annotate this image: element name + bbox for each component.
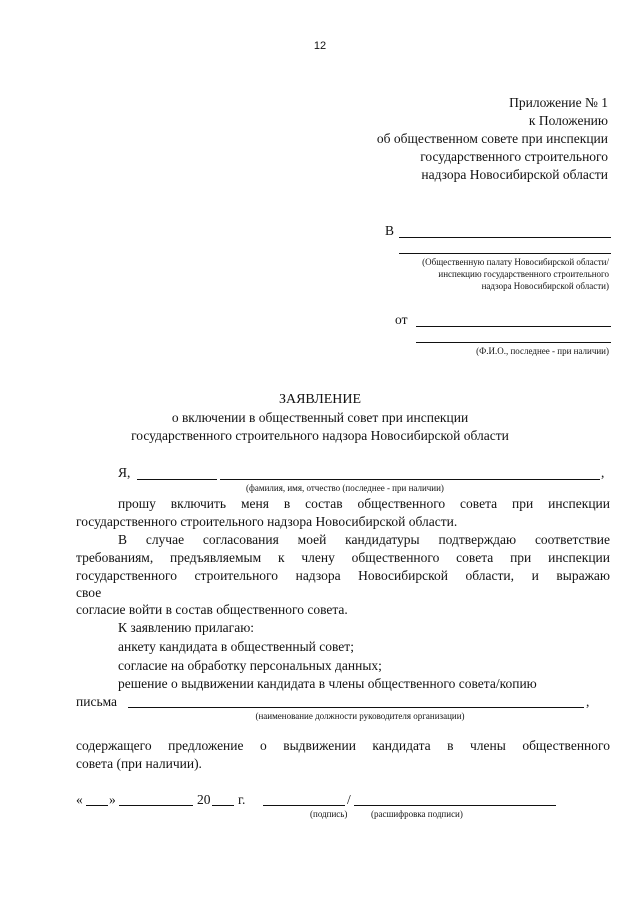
- date-year-suffix: г.: [238, 792, 246, 807]
- paragraph-line: В случае согласования моей кандидатуры подтверждаю соответствие: [118, 532, 610, 547]
- document-subtitle-line: государственного строительного надзора Новосибирской области: [131, 428, 509, 443]
- date-quote-open: «: [76, 792, 83, 807]
- from-prefix: от: [395, 312, 408, 327]
- date-day-field[interactable]: [86, 805, 108, 806]
- page-number: 12: [313, 40, 327, 52]
- signature-decode-note: (расшифровка подписи): [371, 809, 463, 819]
- attachments-heading: К заявлению прилагаю:: [118, 620, 255, 635]
- letter-trailing-comma: ,: [586, 694, 590, 709]
- paragraph-line: государственного строительного надзора Новосибирской области, и выражаю: [76, 568, 610, 583]
- signature-field[interactable]: [263, 805, 345, 806]
- fio-trailing-comma: ,: [601, 465, 605, 480]
- appendix-line: Приложение № 1: [509, 95, 608, 110]
- to-field-line-2[interactable]: [399, 253, 611, 254]
- to-field-note: (Общественную палату Новосибирской области/ инспекцию государственного строительного надзора Новосибирской области): [422, 257, 609, 291]
- organization-head-field-note: (наименование должности руководителя организации): [255, 711, 465, 721]
- to-prefix: В: [385, 223, 395, 238]
- fio-field-line[interactable]: [220, 479, 600, 480]
- paragraph-line: совета (при наличии).: [76, 756, 202, 771]
- paragraph-line: согласие войти в состав общественного совета.: [76, 602, 348, 617]
- i-prefix: Я,: [118, 465, 131, 480]
- paragraph-line: государственного строительного надзора Новосибирской области.: [76, 514, 458, 529]
- attachment-item: решение о выдвижении кандидата в члены общественного совета/копию: [118, 676, 537, 691]
- letter-prefix: письма: [76, 694, 118, 709]
- date-year-field[interactable]: [212, 805, 234, 806]
- fio-field-line-short[interactable]: [137, 479, 217, 480]
- appendix-header: [328, 94, 608, 184]
- to-field-line[interactable]: [399, 237, 611, 238]
- organization-head-field-line[interactable]: [128, 707, 584, 708]
- fio-field-note: (фамилия, имя, отчество (последнее - при наличии): [246, 483, 444, 493]
- appendix-line: к Положению: [528, 113, 608, 128]
- date-month-field[interactable]: [119, 805, 193, 806]
- date-quote-close: »: [109, 792, 116, 807]
- attachment-item: согласие на обработку персональных данных;: [118, 658, 382, 673]
- signature-slash: /: [347, 792, 351, 807]
- paragraph-line: требованиям, предъявляемым к члену общественного совета при инспекции: [76, 550, 610, 565]
- from-field-line-2[interactable]: [416, 342, 611, 343]
- document-title: ЗАЯВЛЕНИЕ: [278, 392, 362, 407]
- appendix-line: государственного строительного: [420, 149, 608, 164]
- paragraph-line: прошу включить меня в состав общественного совета при инспекции: [118, 496, 610, 511]
- date-year-prefix: 20: [197, 792, 211, 807]
- attachment-item: анкету кандидата в общественный совет;: [118, 639, 354, 654]
- paragraph-line: свое: [76, 585, 102, 600]
- appendix-line: об общественном совете при инспекции: [376, 131, 608, 146]
- signature-decode-field[interactable]: [354, 805, 556, 806]
- from-field-note: (Ф.И.О., последнее - при наличии): [476, 346, 609, 356]
- document-subtitle-line: о включении в общественный совет при инспекции: [171, 410, 469, 425]
- appendix-line: надзора Новосибирской области: [421, 167, 608, 182]
- signature-note: (подпись): [310, 809, 348, 819]
- paragraph-line: содержащего предложение о выдвижении кандидата в члены общественного: [76, 738, 610, 753]
- from-field-line[interactable]: [416, 326, 611, 327]
